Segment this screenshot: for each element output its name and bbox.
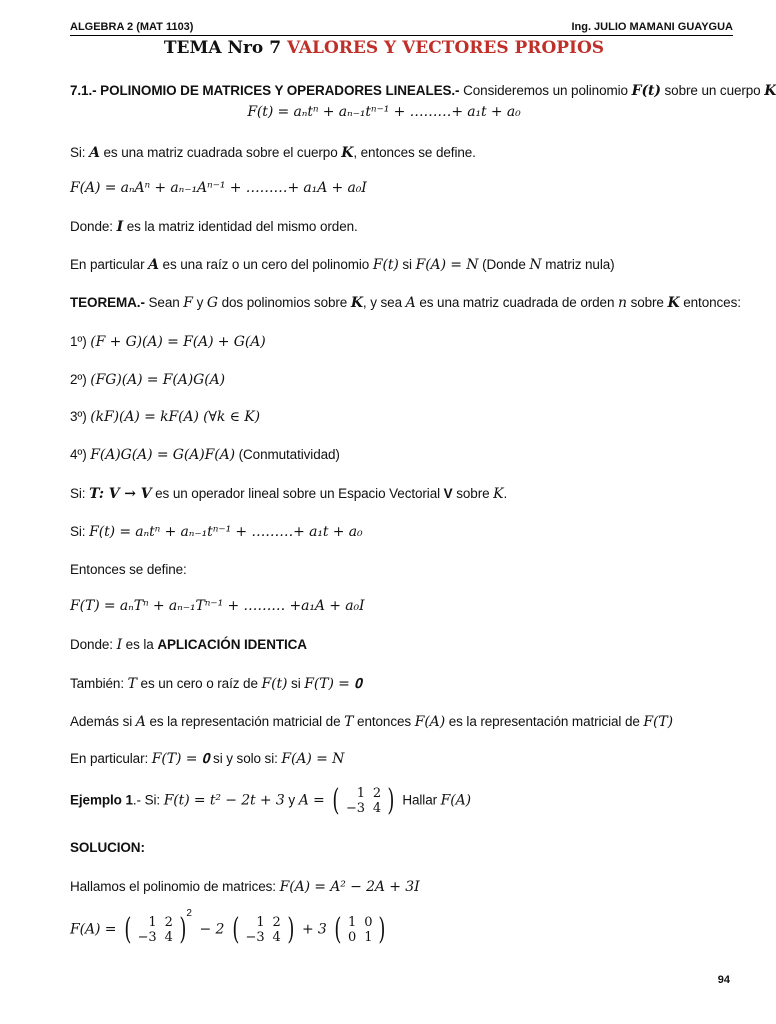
math: K <box>350 295 363 311</box>
text: También: <box>70 676 128 691</box>
text: 4º) <box>70 447 91 462</box>
matrix-cell: 2 <box>372 786 382 801</box>
equation-poly-t <box>0 104 768 120</box>
text: (Conmutatividad) <box>234 447 340 462</box>
page-header <box>70 17 733 36</box>
math: T <box>127 676 137 692</box>
math: n <box>618 295 627 311</box>
math: A <box>405 295 416 311</box>
math: N <box>529 257 542 273</box>
math: − 2 <box>199 921 225 938</box>
text: es la matriz identidad del mismo orden. <box>123 219 358 234</box>
text: si <box>398 257 416 272</box>
equation-matrix-expansion <box>70 908 390 947</box>
text: dos polinomios sobre <box>217 295 351 310</box>
math: F(A) = N <box>281 751 345 767</box>
example-label: Ejemplo 1 <box>70 792 133 808</box>
math: (FG)(A) = F(A)G(A) <box>90 372 225 388</box>
text-line <box>70 751 344 767</box>
text: es una raíz o un cero del polinomio <box>158 257 373 272</box>
matrix-A: ( 1 2 −3 4 ) <box>332 783 395 818</box>
matrix-cell: −3 <box>345 801 365 816</box>
text: 2º) <box>70 372 91 387</box>
text: , entonces se define. <box>353 145 476 160</box>
matrix-A: ( 1 2 −3 4 ) <box>124 912 187 947</box>
math: V <box>443 486 453 501</box>
course-name: ALGEBRA 2 (MAT 1103) <box>70 21 194 33</box>
math: K <box>764 83 776 99</box>
equation-poly-T <box>70 598 364 614</box>
math: T: V → V <box>89 486 152 502</box>
math: F(t) <box>372 257 399 273</box>
math: A <box>148 257 159 273</box>
math: F(A)G(A) = G(A)F(A) <box>90 447 235 463</box>
property-4 <box>70 447 340 463</box>
text: Si: <box>70 486 90 501</box>
matrix-cell: 1 <box>364 930 373 945</box>
text-line <box>70 676 362 692</box>
page-number: 94 <box>717 974 730 986</box>
exponent: 2 <box>186 908 192 920</box>
math: A <box>135 714 146 730</box>
text: y <box>284 792 299 808</box>
math: F(t) <box>631 83 661 99</box>
math: + 3 <box>301 921 327 938</box>
text-line <box>70 879 420 895</box>
math: G <box>206 295 218 311</box>
text: Sean <box>144 295 184 310</box>
math: I <box>116 637 123 653</box>
matrix-cell: 1 <box>148 915 157 930</box>
math: F(T) <box>643 714 673 730</box>
section-heading: 7.1.- POLINOMIO DE MATRICES Y OPERADORES LINEALES.- <box>70 83 460 98</box>
text: entonces <box>353 714 415 729</box>
author-name: Ing. JULIO MAMANI GUAYGUA <box>571 21 733 33</box>
text-line: Entonces se define: <box>70 562 187 577</box>
text: Consideremos un polinomio <box>459 83 632 98</box>
math: F(T) = 𝟎 <box>304 676 362 692</box>
math: I <box>116 219 124 235</box>
math: F(A) = A² − 2A + 3I <box>279 879 420 895</box>
text: es la representación matricial de <box>145 714 345 729</box>
text: entonces: <box>679 295 741 310</box>
text: si <box>287 676 305 691</box>
math: F(A) = N <box>415 257 479 273</box>
matrix-cell: 4 <box>372 801 382 816</box>
matrix-cell: −3 <box>245 930 265 945</box>
math: F(t) = aₙtⁿ + aₙ₋₁tⁿ⁻¹ + ………+ a₁t + a₀ <box>89 524 363 540</box>
math: A = <box>298 792 325 809</box>
math: F(A) = aₙAⁿ + aₙ₋₁Aⁿ⁻¹ + ………+ a₁A + a₀I <box>70 180 367 196</box>
matrix-cell: 4 <box>164 930 173 945</box>
matrix-cell: 1 <box>256 915 265 930</box>
text: , y sea <box>362 295 406 310</box>
text: Donde: <box>70 219 117 234</box>
math: F(A) = <box>70 921 117 938</box>
text: es una matriz cuadrada de orden <box>415 295 618 310</box>
text-line <box>70 219 358 235</box>
text-line: Si: T: V → V es un operador lineal sobre un Espacio Vectorial V sobre K. <box>70 486 508 502</box>
math: F(T) = 𝟎 <box>151 751 210 767</box>
matrix-cell: 2 <box>272 915 281 930</box>
equation-poly-A <box>70 180 367 196</box>
text: es un operador lineal sobre un Espacio Vectorial <box>151 486 444 501</box>
example-line <box>70 783 472 818</box>
matrix-cell: 2 <box>164 915 173 930</box>
text: Si: <box>70 145 90 160</box>
theorem-line <box>70 295 741 311</box>
text: es un cero o raíz de <box>136 676 262 691</box>
math: (kF)(A) = kF(A) (∀k ∈ K) <box>90 409 260 425</box>
math: A <box>89 145 100 161</box>
math: K <box>493 486 504 502</box>
text: y <box>192 295 207 310</box>
text: sobre <box>626 295 668 310</box>
math: F(t) = aₙtⁿ + aₙ₋₁tⁿ⁻¹ + ………+ a₁t + a₀ <box>247 104 521 120</box>
page-title <box>0 38 768 58</box>
text: es una matriz cuadrada sobre el cuerpo <box>99 145 342 160</box>
text-line <box>70 524 362 540</box>
text: sobre un cuerpo <box>660 83 765 98</box>
math: K <box>341 145 354 161</box>
property-1 <box>70 334 266 350</box>
text-line <box>70 145 476 161</box>
matrix-cell: 0 <box>364 915 373 930</box>
text: (Donde <box>478 257 530 272</box>
math: F(t) <box>261 676 288 692</box>
matrix-A: ( 1 2 −3 4 ) <box>232 912 294 947</box>
text: En particular <box>70 257 149 272</box>
text: 3º) <box>70 409 91 424</box>
math: T <box>344 714 354 730</box>
math: (F + G)(A) = F(A) + G(A) <box>90 334 266 350</box>
math: F(A) <box>440 792 472 809</box>
matrix-cell: −3 <box>137 930 157 945</box>
matrix-cell: 1 <box>348 915 357 930</box>
text: Si: <box>70 524 90 539</box>
theorem-label: TEOREMA.- <box>70 295 145 310</box>
text: .- Si: <box>132 792 164 808</box>
text: Además si <box>70 714 136 729</box>
matrix-cell: 0 <box>348 930 357 945</box>
text-line <box>70 637 307 653</box>
text-line <box>70 257 615 273</box>
text: Donde: <box>70 637 117 652</box>
text: APLICACIÓN IDENTICA <box>157 637 307 652</box>
text: Hallamos el polinomio de matrices: <box>70 879 280 894</box>
matrix-identity: ( 1 0 0 1 ) <box>334 912 386 947</box>
text: En particular: <box>70 751 152 766</box>
math: F(A) <box>414 714 446 730</box>
text-line <box>70 714 673 730</box>
text: 1º) <box>70 334 91 349</box>
math: F <box>183 295 193 311</box>
text: Hallar <box>398 792 441 808</box>
matrix-cell: 4 <box>272 930 281 945</box>
property-2 <box>70 372 225 388</box>
text: si y solo si: <box>209 751 282 766</box>
text: es la <box>122 637 158 652</box>
math: F(T) = aₙTⁿ + aₙ₋₁Tⁿ⁻¹ + ……… +a₁A + a₀I <box>70 598 365 614</box>
title-prefix: TEMA Nro 7 <box>163 38 287 58</box>
math: F(t) = t² − 2t + 3 <box>163 792 285 809</box>
text: matriz nula) <box>541 257 615 272</box>
title-topic: VALORES Y VECTORES PROPIOS <box>286 38 605 58</box>
solution-heading: SOLUCION: <box>70 840 145 855</box>
math: K <box>667 295 680 311</box>
matrix-cell: 1 <box>356 786 365 801</box>
text: es la representación matricial de <box>445 714 644 729</box>
property-3 <box>70 409 260 425</box>
text: sobre <box>452 486 494 501</box>
section-line <box>70 83 776 99</box>
